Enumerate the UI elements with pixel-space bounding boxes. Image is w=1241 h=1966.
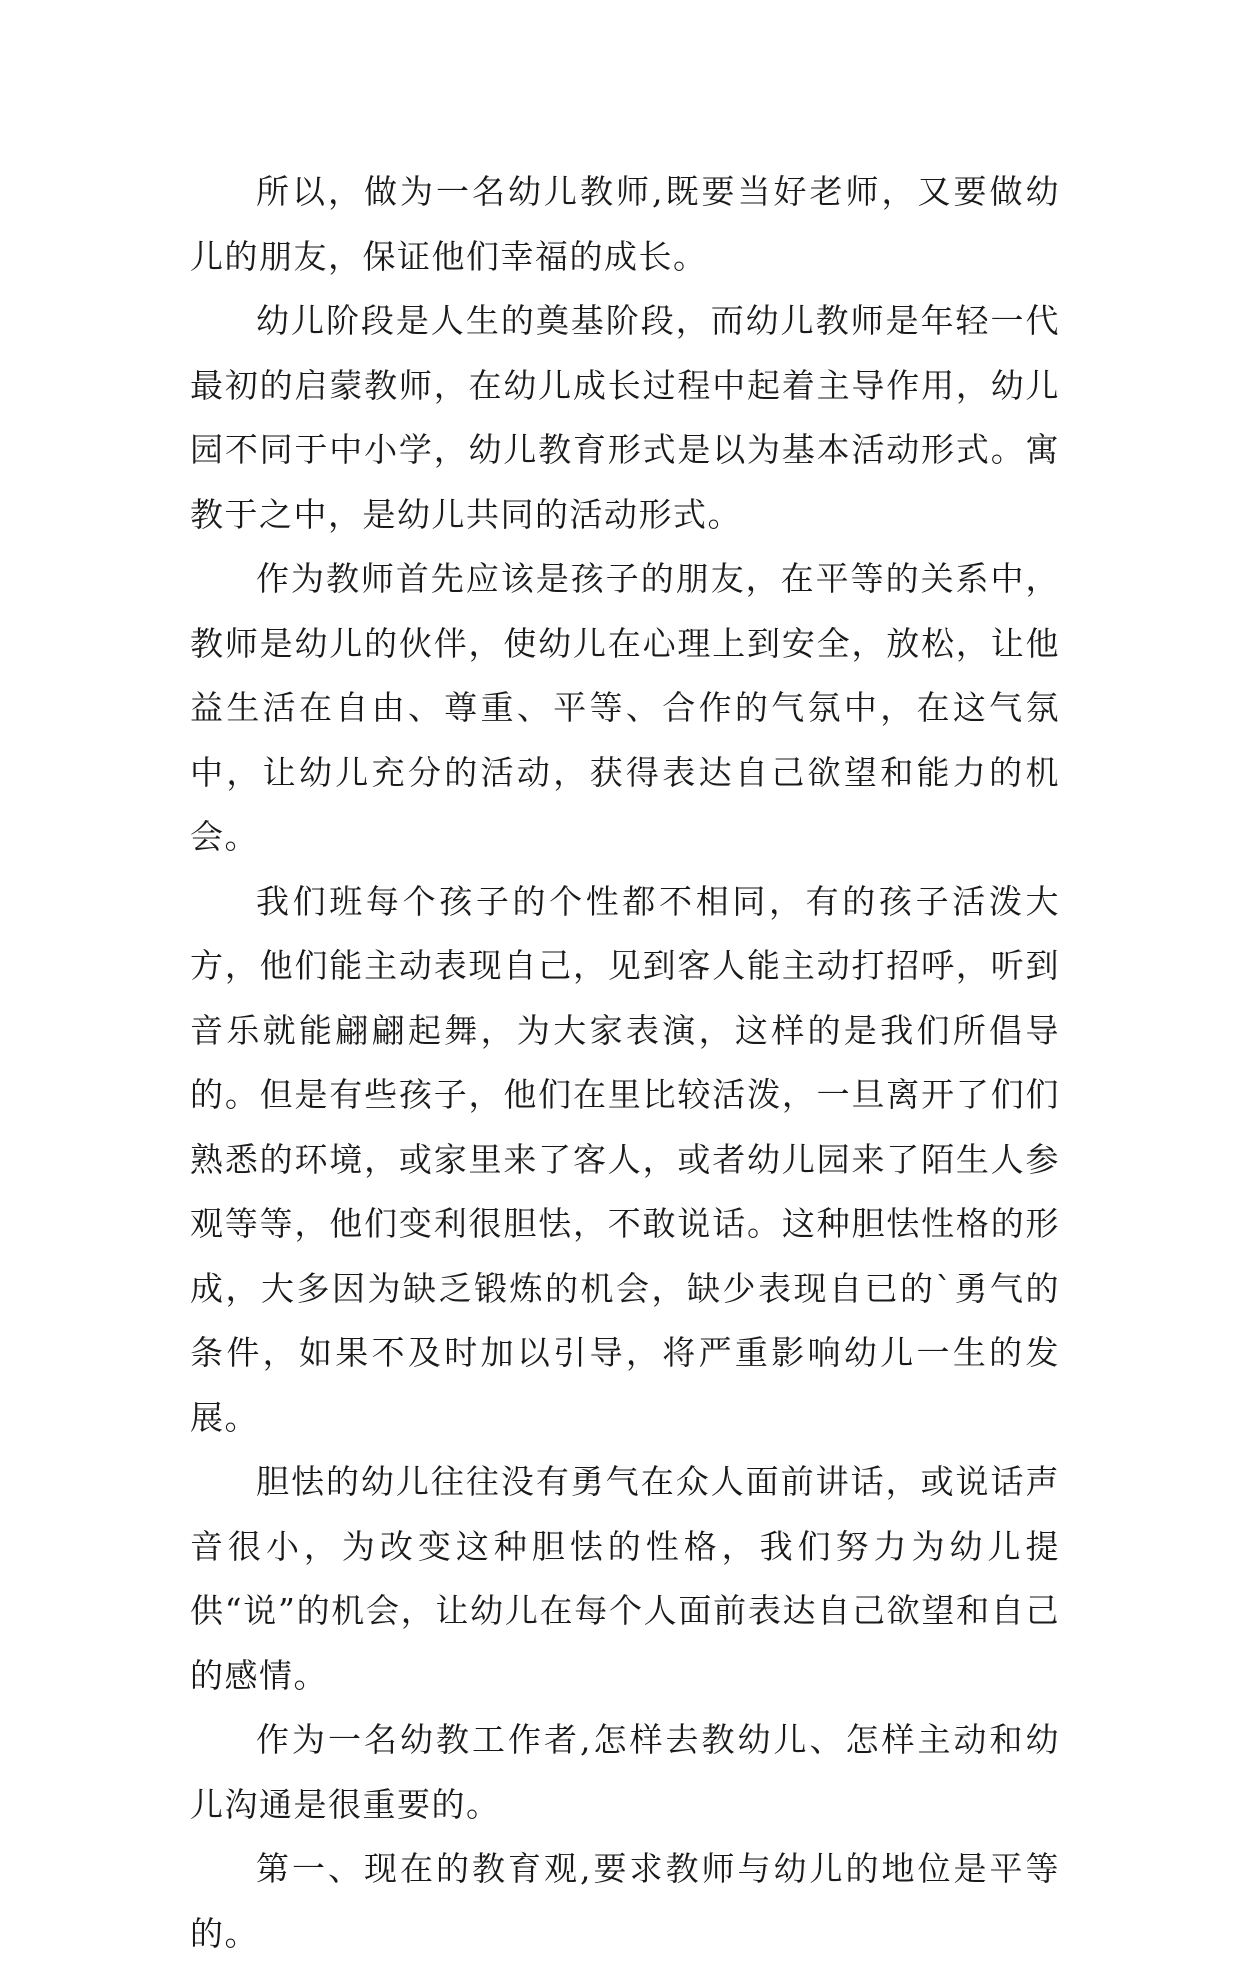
paragraph-2: 幼儿阶段是人生的奠基阶段，而幼儿教师是年轻一代最初的启蒙教师，在幼儿成长过程中起着主导作用，幼儿园不同于中小学，幼儿教育形式是以为基本活动形式。寓教于之中，是幼儿共同的活动形式。 bbox=[190, 301, 1060, 534]
paragraph-4: 我们班每个孩子的个性都不相同，有的孩子活泼大方，他们能主动表现自己，见到客人能主动打招呼，听到音乐就能翩翩起舞，为大家表演，这样的是我们所倡导的。但是有些孩子，他们在里比较活泼，一旦离开了们们熟悉的环境，或家里来了客人，或者幼儿园来了陌生人参观等等，他们变利很胆怯，不敢说话。这种胆怯性格的形成，大多因为缺乏锻炼的机会，缺少表现自已的`勇气的条件，如果不及时加以引导，将严重影响幼儿一生的发展。 bbox=[190, 881, 1060, 1437]
paragraph-7: 第一、现在的教育观,要求教师与幼儿的地位是平等的。 bbox=[190, 1849, 1060, 1953]
paragraph-5: 胆怯的幼儿往往没有勇气在众人面前讲话，或说话声音很小，为改变这种胆怯的性格，我们努力为幼儿提供“说”的机会，让幼儿在每个人面前表达自己欲望和自己的感情。 bbox=[190, 1462, 1060, 1695]
document-body bbox=[190, 160, 1060, 1966]
paragraph-6: 作为一名幼教工作者,怎样去教幼儿、怎样主动和幼儿沟通是很重要的。 bbox=[190, 1720, 1060, 1824]
paragraph-3: 作为教师首先应该是孩子的朋友，在平等的关系中，教师是幼儿的伙伴，使幼儿在心理上到安全，放松，让他益生活在自由、尊重、平等、合作的气氛中，在这气氛中，让幼儿充分的活动，获得表达自己欲望和能力的机会。 bbox=[190, 559, 1060, 856]
paragraph-1: 所以，做为一名幼儿教师,既要当好老师，又要做幼儿的朋友，保证他们幸福的成长。 bbox=[190, 172, 1060, 276]
